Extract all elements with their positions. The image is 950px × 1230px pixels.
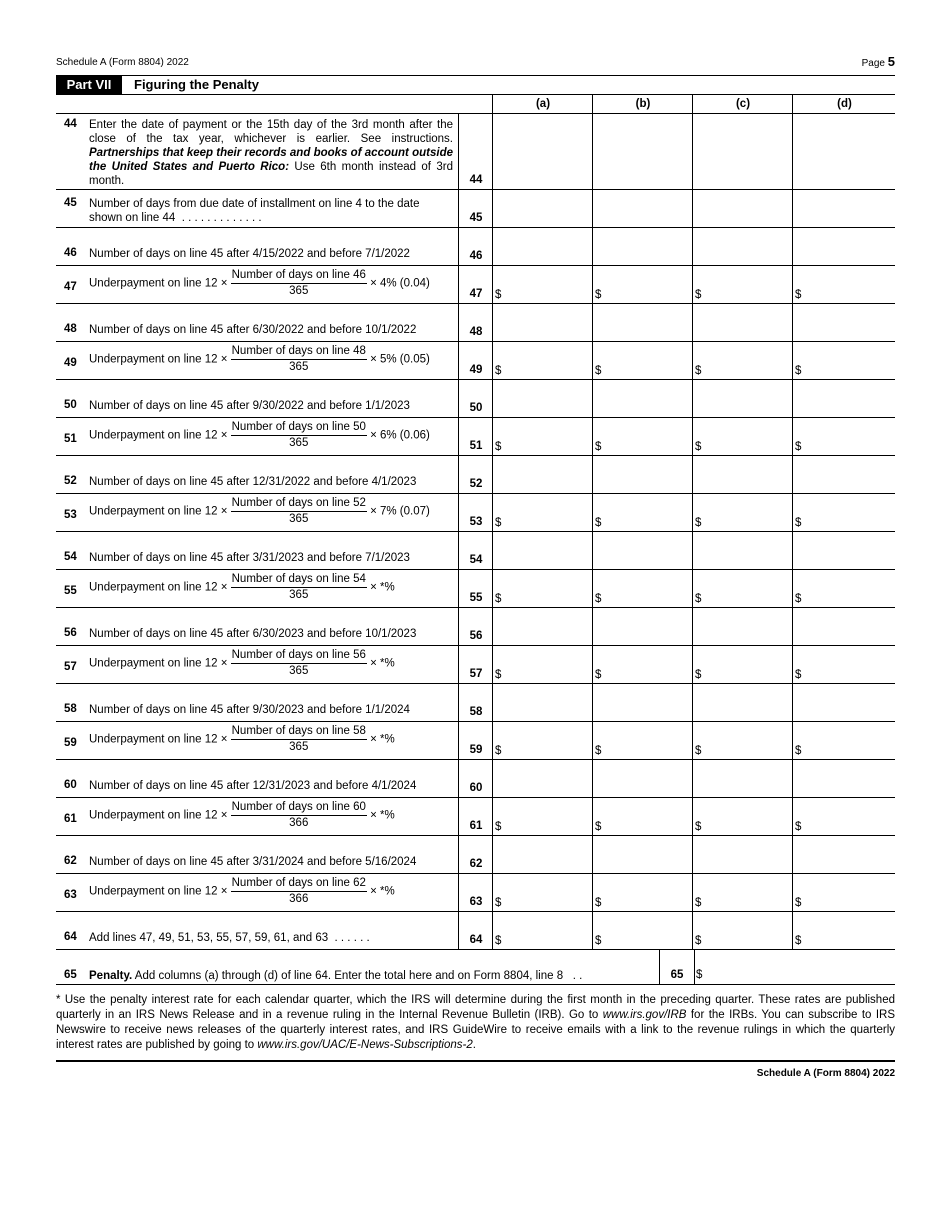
line-number: 64 bbox=[64, 931, 77, 943]
line-59-description: Underpayment on line 12 × $\frac{\text{Number of days on line 58}}{365}$ × *% bbox=[89, 725, 395, 753]
page-label: Page bbox=[861, 58, 885, 69]
line-51-col-a-field[interactable]: $ bbox=[492, 418, 593, 455]
line-53-col-a-field[interactable]: $ bbox=[492, 494, 593, 531]
line-45-row bbox=[56, 190, 895, 228]
line-57-description: Underpayment on line 12 × $\frac{\text{Number of days on line 56}}{365}$ × *% bbox=[89, 649, 395, 677]
column-header-b: (b) bbox=[592, 95, 693, 113]
line-box: 49 bbox=[458, 342, 493, 379]
line-53-description: Underpayment on line 12 × $\frac{\text{Number of days on line 52}}{365}$ × 7% (0.07) bbox=[89, 497, 430, 525]
form-page bbox=[56, 54, 895, 1079]
line-51-col-c-field[interactable]: $ bbox=[692, 418, 793, 455]
line-number: 44 bbox=[64, 118, 77, 130]
column-headers bbox=[56, 95, 895, 114]
line-number: 50 bbox=[64, 399, 77, 411]
line-61-description: Underpayment on line 12 × $\frac{\text{Number of days on line 60}}{366}$ × *% bbox=[89, 801, 395, 829]
line-45-col-d-field[interactable] bbox=[792, 190, 896, 227]
line-59-col-a-field[interactable]: $ bbox=[492, 722, 593, 759]
line-61-col-c-field[interactable]: $ bbox=[692, 798, 793, 835]
line-55-col-b-field[interactable]: $ bbox=[592, 570, 693, 607]
line-64-description: Add lines 47, 49, 51, 53, 55, 57, 59, 61, and 63 . . . . . . bbox=[89, 932, 370, 944]
line-51-row bbox=[56, 418, 895, 456]
line-54-col-c-field[interactable] bbox=[692, 532, 793, 569]
line-box: 63 bbox=[458, 874, 493, 911]
line-52-row bbox=[56, 456, 895, 494]
line-box: 47 bbox=[458, 266, 493, 303]
line-48-col-c-field[interactable] bbox=[692, 304, 793, 341]
line-number: 65 bbox=[64, 969, 77, 981]
line-box: 51 bbox=[458, 418, 493, 455]
line-53-row bbox=[56, 494, 895, 532]
part-label: Part VII bbox=[56, 76, 122, 94]
page-number bbox=[862, 54, 895, 69]
line-52-col-d-field[interactable] bbox=[792, 456, 896, 493]
line-number: 55 bbox=[64, 585, 77, 597]
line-box: 54 bbox=[458, 532, 493, 569]
line-63-col-c-field[interactable]: $ bbox=[692, 874, 793, 911]
line-44-col-c-field[interactable] bbox=[692, 114, 793, 189]
line-48-description: Number of days on line 45 after 6/30/2022 and before 10/1/2022 bbox=[89, 324, 417, 336]
line-56-col-b-field[interactable] bbox=[592, 608, 693, 645]
line-box: 48 bbox=[458, 304, 493, 341]
line-box: 61 bbox=[458, 798, 493, 835]
line-45-col-a-field[interactable] bbox=[492, 190, 593, 227]
line-60-row bbox=[56, 760, 895, 798]
line-number: 45 bbox=[64, 197, 77, 209]
line-56-col-a-field[interactable] bbox=[492, 608, 593, 645]
line-65-description: Penalty. Add columns (a) through (d) of line 64. Enter the total here and on Form 8804, line 8 . . bbox=[89, 970, 583, 982]
line-57-row bbox=[56, 646, 895, 684]
line-59-col-b-field[interactable]: $ bbox=[592, 722, 693, 759]
line-59-col-d-field[interactable]: $ bbox=[792, 722, 896, 759]
line-64-col-b-field[interactable]: $ bbox=[592, 912, 693, 949]
line-46-col-c-field[interactable] bbox=[692, 228, 793, 265]
line-58-col-d-field[interactable] bbox=[792, 684, 896, 721]
line-63-description: Underpayment on line 12 × $\frac{\text{Number of days on line 62}}{366}$ × *% bbox=[89, 877, 395, 905]
line-64-col-d-field[interactable]: $ bbox=[792, 912, 896, 949]
line-47-col-a-field[interactable]: $ bbox=[492, 266, 593, 303]
page-number-value: 5 bbox=[887, 54, 895, 69]
line-number: 60 bbox=[64, 779, 77, 791]
line-48-col-d-field[interactable] bbox=[792, 304, 896, 341]
line-44-col-a-field[interactable] bbox=[492, 114, 593, 189]
line-51-col-d-field[interactable]: $ bbox=[792, 418, 896, 455]
line-65-row bbox=[56, 950, 895, 985]
line-45-col-c-field[interactable] bbox=[692, 190, 793, 227]
line-57-col-d-field[interactable]: $ bbox=[792, 646, 896, 683]
line-62-col-c-field[interactable] bbox=[692, 836, 793, 873]
line-54-description: Number of days on line 45 after 3/31/2023 and before 7/1/2023 bbox=[89, 552, 410, 564]
line-44-col-b-field[interactable] bbox=[592, 114, 693, 189]
line-46-description: Number of days on line 45 after 4/15/2022 and before 7/1/2022 bbox=[89, 248, 410, 260]
line-51-description: Underpayment on line 12 × $\frac{\text{Number of days on line 50}}{365}$ × 6% (0.06) bbox=[89, 421, 430, 449]
line-60-col-a-field[interactable] bbox=[492, 760, 593, 797]
line-box: 44 bbox=[458, 114, 493, 189]
line-61-col-a-field[interactable]: $ bbox=[492, 798, 593, 835]
line-49-col-a-field[interactable]: $ bbox=[492, 342, 593, 379]
line-50-col-a-field[interactable] bbox=[492, 380, 593, 417]
line-number: 56 bbox=[64, 627, 77, 639]
line-49-col-c-field[interactable]: $ bbox=[692, 342, 793, 379]
line-45-description: Number of days from due date of installment on line 4 to the date shown on line 44 . . . . . . . . . . . . . bbox=[89, 198, 420, 224]
line-60-col-c-field[interactable] bbox=[692, 760, 793, 797]
line-62-description: Number of days on line 45 after 3/31/2024 and before 5/16/2024 bbox=[89, 856, 417, 868]
column-header-d: (d) bbox=[792, 95, 896, 113]
line-55-col-a-field[interactable]: $ bbox=[492, 570, 593, 607]
line-number: 47 bbox=[64, 281, 77, 293]
part-title: Figuring the Penalty bbox=[134, 77, 259, 92]
line-56-col-c-field[interactable] bbox=[692, 608, 793, 645]
line-box: 53 bbox=[458, 494, 493, 531]
line-53-col-c-field[interactable]: $ bbox=[692, 494, 793, 531]
line-58-col-b-field[interactable] bbox=[592, 684, 693, 721]
line-46-col-d-field[interactable] bbox=[792, 228, 896, 265]
line-63-col-b-field[interactable]: $ bbox=[592, 874, 693, 911]
line-64-row bbox=[56, 912, 895, 950]
line-46-col-a-field[interactable] bbox=[492, 228, 593, 265]
line-53-col-d-field[interactable]: $ bbox=[792, 494, 896, 531]
line-52-col-b-field[interactable] bbox=[592, 456, 693, 493]
page-footer: Schedule A (Form 8804) 2022 bbox=[756, 1068, 895, 1079]
page-header bbox=[56, 54, 895, 75]
line-56-row bbox=[56, 608, 895, 646]
line-number: 58 bbox=[64, 703, 77, 715]
line-55-row bbox=[56, 570, 895, 608]
line-61-col-b-field[interactable]: $ bbox=[592, 798, 693, 835]
line-box: 55 bbox=[458, 570, 493, 607]
line-box: 45 bbox=[458, 190, 493, 227]
line-64-col-c-field[interactable]: $ bbox=[692, 912, 793, 949]
line-64-col-a-field[interactable]: $ bbox=[492, 912, 593, 949]
line-46-col-b-field[interactable] bbox=[592, 228, 693, 265]
line-54-col-b-field[interactable] bbox=[592, 532, 693, 569]
line-50-row bbox=[56, 380, 895, 418]
line-58-row bbox=[56, 684, 895, 722]
line-number: 48 bbox=[64, 323, 77, 335]
line-48-row bbox=[56, 304, 895, 342]
line-59-col-c-field[interactable]: $ bbox=[692, 722, 793, 759]
form-name: Schedule A (Form 8804) 2022 bbox=[56, 57, 189, 68]
line-63-col-d-field[interactable]: $ bbox=[792, 874, 896, 911]
line-57-col-b-field[interactable]: $ bbox=[592, 646, 693, 683]
line-52-col-c-field[interactable] bbox=[692, 456, 793, 493]
line-49-row bbox=[56, 342, 895, 380]
line-60-description: Number of days on line 45 after 12/31/2023 and before 4/1/2024 bbox=[89, 780, 417, 792]
line-62-col-d-field[interactable] bbox=[792, 836, 896, 873]
line-47-description: Underpayment on line 12 × $\frac{\text{Number of days on line 46}}{365}$ × 4% (0.04) bbox=[89, 269, 430, 297]
column-header-c: (c) bbox=[692, 95, 793, 113]
line-62-col-a-field[interactable] bbox=[492, 836, 593, 873]
line-62-row bbox=[56, 836, 895, 874]
line-box: 62 bbox=[458, 836, 493, 873]
line-53-col-b-field[interactable]: $ bbox=[592, 494, 693, 531]
line-49-col-b-field[interactable]: $ bbox=[592, 342, 693, 379]
line-55-col-d-field[interactable]: $ bbox=[792, 570, 896, 607]
line-44-col-d-field[interactable] bbox=[792, 114, 896, 189]
line-52-description: Number of days on line 45 after 12/31/2022 and before 4/1/2023 bbox=[89, 476, 417, 488]
line-51-col-b-field[interactable]: $ bbox=[592, 418, 693, 455]
line-52-col-a-field[interactable] bbox=[492, 456, 593, 493]
column-header-a: (a) bbox=[492, 95, 593, 113]
line-54-col-d-field[interactable] bbox=[792, 532, 896, 569]
line-50-description: Number of days on line 45 after 9/30/2022 and before 1/1/2023 bbox=[89, 400, 410, 412]
line-box: 59 bbox=[458, 722, 493, 759]
line-44-description: Enter the date of payment or the 15th day of the 3rd month after the close of the tax year, whichever is earlier. See instructions. Partnerships that keep their records and books of account outside the United States and Puerto Rico: Use 6th month instead of 3rd month. bbox=[89, 119, 453, 187]
line-50-col-c-field[interactable] bbox=[692, 380, 793, 417]
line-65-total-field[interactable]: $ bbox=[696, 969, 703, 981]
line-number: 52 bbox=[64, 475, 77, 487]
line-48-col-a-field[interactable] bbox=[492, 304, 593, 341]
line-62-col-b-field[interactable] bbox=[592, 836, 693, 873]
line-44-row bbox=[56, 114, 895, 190]
line-56-col-d-field[interactable] bbox=[792, 608, 896, 645]
line-number: 63 bbox=[64, 889, 77, 901]
line-number: 61 bbox=[64, 813, 77, 825]
line-63-row bbox=[56, 874, 895, 912]
line-47-col-b-field[interactable]: $ bbox=[592, 266, 693, 303]
line-58-col-c-field[interactable] bbox=[692, 684, 793, 721]
line-50-col-b-field[interactable] bbox=[592, 380, 693, 417]
line-57-col-a-field[interactable]: $ bbox=[492, 646, 593, 683]
line-49-col-d-field[interactable]: $ bbox=[792, 342, 896, 379]
line-55-col-c-field[interactable]: $ bbox=[692, 570, 793, 607]
line-box: 57 bbox=[458, 646, 493, 683]
line-58-description: Number of days on line 45 after 9/30/2023 and before 1/1/2024 bbox=[89, 704, 410, 716]
line-57-col-c-field[interactable]: $ bbox=[692, 646, 793, 683]
line-number: 53 bbox=[64, 509, 77, 521]
line-box: 50 bbox=[458, 380, 493, 417]
line-number: 51 bbox=[64, 433, 77, 445]
line-box: 65 bbox=[659, 950, 695, 984]
line-box: 52 bbox=[458, 456, 493, 493]
line-55-description: Underpayment on line 12 × $\frac{\text{Number of days on line 54}}{365}$ × *% bbox=[89, 573, 395, 601]
line-number: 57 bbox=[64, 661, 77, 673]
line-box: 58 bbox=[458, 684, 493, 721]
line-61-col-d-field[interactable]: $ bbox=[792, 798, 896, 835]
line-50-col-d-field[interactable] bbox=[792, 380, 896, 417]
line-box: 46 bbox=[458, 228, 493, 265]
line-box: 56 bbox=[458, 608, 493, 645]
line-number: 59 bbox=[64, 737, 77, 749]
line-54-col-a-field[interactable] bbox=[492, 532, 593, 569]
line-58-col-a-field[interactable] bbox=[492, 684, 593, 721]
line-60-col-d-field[interactable] bbox=[792, 760, 896, 797]
line-box: 60 bbox=[458, 760, 493, 797]
subscriptions-link[interactable]: www.irs.gov/UAC/E-News-Subscriptions-2 bbox=[257, 1039, 473, 1051]
line-box: 64 bbox=[458, 912, 493, 949]
line-59-row bbox=[56, 722, 895, 760]
line-56-description: Number of days on line 45 after 6/30/2023 and before 10/1/2023 bbox=[89, 628, 417, 640]
line-63-col-a-field[interactable]: $ bbox=[492, 874, 593, 911]
line-54-row bbox=[56, 532, 895, 570]
line-number: 49 bbox=[64, 357, 77, 369]
part-header bbox=[56, 75, 895, 95]
line-49-description: Underpayment on line 12 × $\frac{\text{Number of days on line 48}}{365}$ × 5% (0.05) bbox=[89, 345, 430, 373]
line-47-col-c-field[interactable]: $ bbox=[692, 266, 793, 303]
line-45-col-b-field[interactable] bbox=[592, 190, 693, 227]
line-47-col-d-field[interactable]: $ bbox=[792, 266, 896, 303]
line-60-col-b-field[interactable] bbox=[592, 760, 693, 797]
line-46-row bbox=[56, 228, 895, 266]
irb-link[interactable]: www.irs.gov/IRB bbox=[602, 1009, 687, 1021]
line-48-col-b-field[interactable] bbox=[592, 304, 693, 341]
line-61-row bbox=[56, 798, 895, 836]
line-number: 46 bbox=[64, 247, 77, 259]
line-47-row bbox=[56, 266, 895, 304]
footnote: * Use the penalty interest rate for each calendar quarter, which the IRS will determine during the first month in the preceding quarter. These rates are published quarterly in an IRS News Release and in a revenue ruling in the Internal Revenue Bulletin (IRB). Go to www.irs.gov/IRB for the IRBs. You can subscribe to IRS Newswire to receive news releases of the quarterly interest rates, and IRS GuideWire to receive emails with a link to the revenue rulings in which the quarterly interest rates are published by going to www.irs.gov/UAC/E-News-Subscriptions-2. bbox=[56, 985, 895, 1062]
line-number: 62 bbox=[64, 855, 77, 867]
line-number: 54 bbox=[64, 551, 77, 563]
